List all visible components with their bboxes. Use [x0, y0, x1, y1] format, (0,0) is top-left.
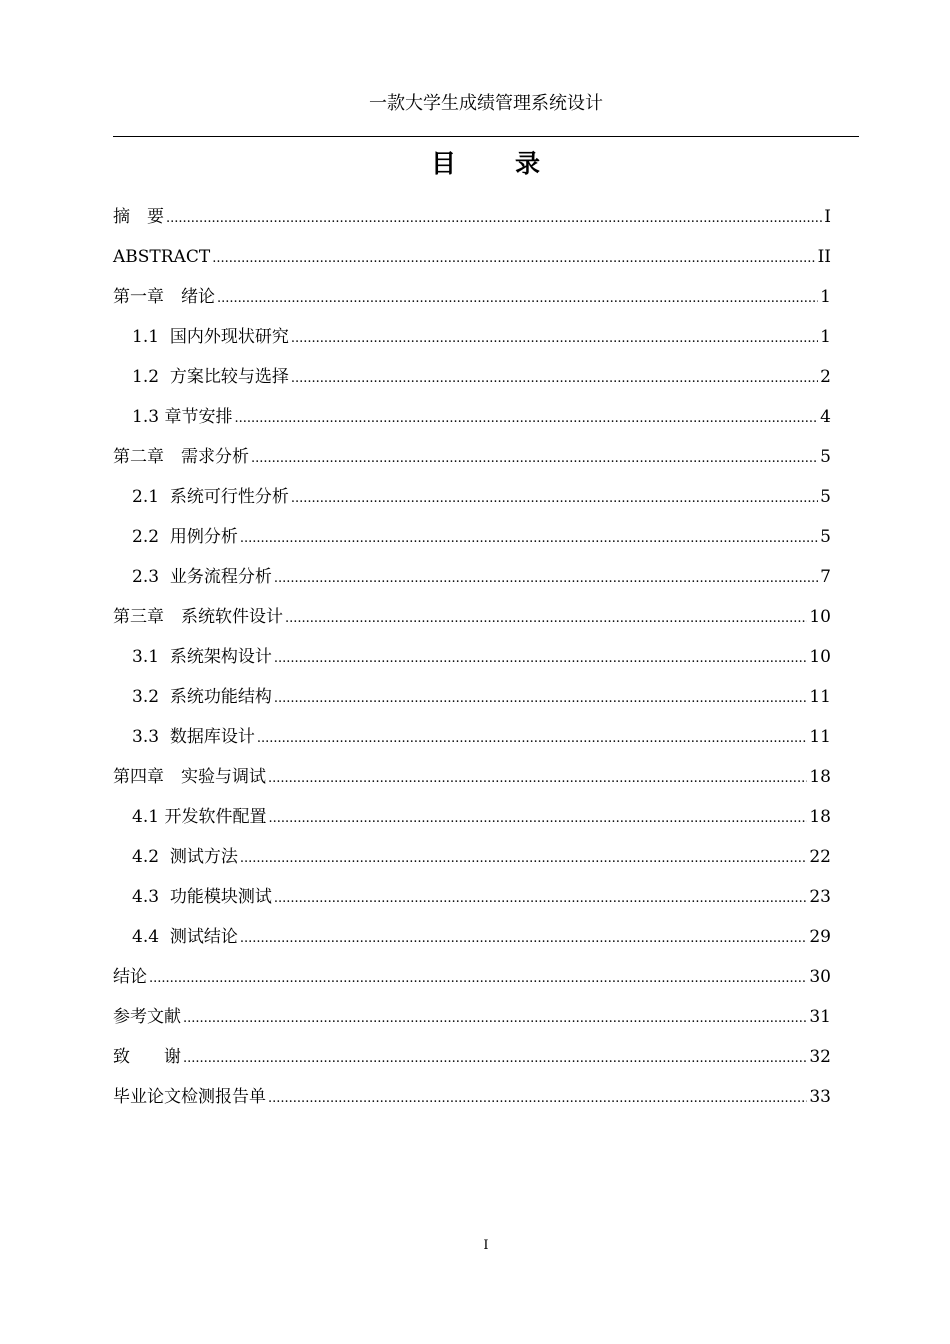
toc-entry-label: 4.1 开发软件配置 — [132, 807, 267, 827]
toc-entry-page: 30 — [809, 967, 831, 987]
toc-dot-leader — [240, 925, 808, 953]
toc-entry[interactable] — [113, 403, 831, 443]
running-header: 一款大学生成绩管理系统设计 — [369, 93, 603, 114]
toc-dot-leader — [291, 485, 818, 513]
toc-entry[interactable] — [113, 763, 831, 803]
header-rule — [113, 136, 859, 137]
toc-entry-page: 1 — [820, 287, 831, 307]
toc-entry[interactable] — [113, 563, 831, 603]
toc-entry-page: 10 — [809, 647, 831, 667]
toc-entry-page: 2 — [820, 367, 831, 387]
toc-entry[interactable] — [113, 843, 831, 883]
table-of-contents — [113, 203, 831, 1123]
toc-entry-page: 22 — [809, 847, 831, 867]
toc-entry-label: 1.3 章节安排 — [132, 407, 233, 427]
toc-entry-page: 4 — [820, 407, 831, 427]
toc-entry-page: II — [817, 247, 831, 267]
toc-entry-label: 2.3 业务流程分析 — [132, 567, 272, 587]
toc-dot-leader — [166, 205, 822, 233]
toc-entry-label: 2.2 用例分析 — [132, 527, 238, 547]
toc-entry-page: 18 — [809, 807, 831, 827]
toc-dot-leader — [257, 725, 808, 753]
toc-entry-page: 1 — [820, 327, 831, 347]
toc-entry-label: 4.4 测试结论 — [132, 927, 238, 947]
toc-entry[interactable] — [113, 203, 831, 243]
toc-entry-page: 23 — [809, 887, 831, 907]
toc-entry-page: 32 — [809, 1047, 831, 1067]
toc-dot-leader — [251, 445, 818, 473]
toc-entry[interactable] — [113, 923, 831, 963]
toc-entry-label: 第一章 绪论 — [113, 287, 215, 307]
toc-entry-page: 5 — [820, 447, 831, 467]
page-number: I — [483, 1238, 489, 1253]
toc-entry[interactable] — [113, 803, 831, 843]
toc-dot-leader — [285, 605, 807, 633]
toc-entry[interactable] — [113, 363, 831, 403]
toc-entry-label: 3.1 系统架构设计 — [132, 647, 272, 667]
toc-entry-label: 第三章 系统软件设计 — [113, 607, 283, 627]
toc-entry[interactable] — [113, 883, 831, 923]
toc-entry[interactable] — [113, 283, 831, 323]
toc-entry[interactable] — [113, 963, 831, 1003]
toc-entry-label: 4.3 功能模块测试 — [132, 887, 272, 907]
toc-dot-leader — [183, 1005, 807, 1033]
toc-dot-leader — [149, 965, 807, 993]
toc-entry-page: 10 — [809, 607, 831, 627]
toc-entry[interactable] — [113, 1043, 831, 1083]
toc-entry-page: 33 — [809, 1087, 831, 1107]
toc-dot-leader — [212, 245, 815, 273]
toc-dot-leader — [240, 845, 808, 873]
toc-entry[interactable] — [113, 483, 831, 523]
toc-entry-label: 致 谢 — [113, 1047, 181, 1067]
toc-entry-page: 29 — [809, 927, 831, 947]
toc-dot-leader — [217, 285, 818, 313]
toc-entry-page: 5 — [820, 487, 831, 507]
toc-dot-leader — [274, 885, 808, 913]
toc-entry-label: 第二章 需求分析 — [113, 447, 249, 467]
toc-dot-leader — [268, 765, 807, 793]
toc-entry[interactable] — [113, 523, 831, 563]
toc-entry-page: 31 — [809, 1007, 831, 1027]
toc-entry-label: 4.2 测试方法 — [132, 847, 238, 867]
toc-title-part2: 录 — [515, 149, 542, 178]
toc-entry[interactable] — [113, 243, 831, 283]
toc-dot-leader — [268, 1085, 807, 1113]
toc-dot-leader — [274, 645, 808, 673]
toc-entry-label: 第四章 实验与调试 — [113, 767, 266, 787]
toc-entry-label: 3.2 系统功能结构 — [132, 687, 272, 707]
toc-dot-leader — [240, 525, 818, 553]
toc-entry[interactable] — [113, 643, 831, 683]
toc-entry-label: 3.3 数据库设计 — [132, 727, 255, 747]
toc-entry-page: 11 — [809, 727, 831, 747]
toc-entry-page: I — [824, 207, 831, 227]
toc-entry-page: 11 — [809, 687, 831, 707]
toc-entry-label: 2.1 系统可行性分析 — [132, 487, 289, 507]
toc-title — [0, 148, 950, 180]
toc-entry-label: 1.2 方案比较与选择 — [132, 367, 289, 387]
toc-entry[interactable] — [113, 603, 831, 643]
toc-entry-label: 1.1 国内外现状研究 — [132, 327, 289, 347]
toc-entry[interactable] — [113, 443, 831, 483]
toc-entry[interactable] — [113, 683, 831, 723]
toc-entry-label: ABSTRACT — [113, 247, 211, 267]
toc-entry[interactable] — [113, 723, 831, 763]
toc-entry-label: 结论 — [113, 967, 147, 987]
toc-entry-page: 7 — [820, 567, 831, 587]
toc-entry[interactable] — [113, 1003, 831, 1043]
toc-entry[interactable] — [113, 323, 831, 363]
toc-entry-label: 参考文献 — [113, 1007, 181, 1027]
toc-dot-leader — [183, 1045, 807, 1073]
toc-dot-leader — [274, 685, 808, 713]
toc-dot-leader — [291, 365, 818, 393]
toc-entry-page: 5 — [820, 527, 831, 547]
toc-title-part1: 目 — [430, 149, 457, 178]
toc-dot-leader — [268, 805, 807, 833]
toc-entry-label: 毕业论文检测报告单 — [113, 1087, 266, 1107]
toc-dot-leader — [291, 325, 818, 353]
toc-entry-label: 摘 要 — [113, 207, 164, 227]
toc-dot-leader — [274, 565, 818, 593]
toc-entry[interactable] — [113, 1083, 831, 1123]
toc-dot-leader — [234, 405, 818, 433]
toc-entry-page: 18 — [809, 767, 831, 787]
